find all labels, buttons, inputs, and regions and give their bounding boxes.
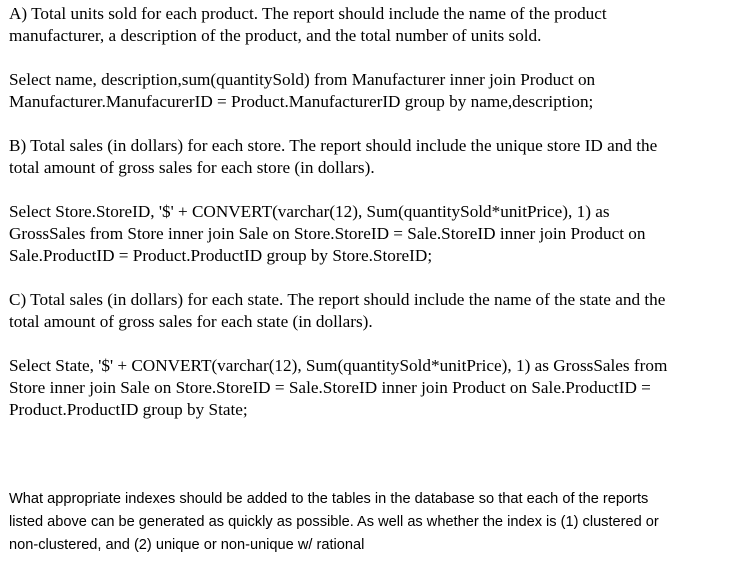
document-body: [9, 3, 751, 443]
query-c: Select State, '$' + CONVERT(varchar(12), Sum(quantitySold*unitPrice), 1) as GrossSales from Store inner join Sale on Store.StoreID = Sale.StoreID inner join Product on Sale.ProductID = Product.ProductID group by State;: [9, 356, 668, 419]
question-a: A) Total units sold for each product. The report should include the name of the product manufacturer, a description of the product, and the total number of units sold.: [9, 4, 607, 45]
query-b: Select Store.StoreID, '$' + CONVERT(varchar(12), Sum(quantitySold*unitPrice), 1) as GrossSales from Store inner join Sale on Store.StoreID = Sale.StoreID inner join Product on Sale.ProductID = Product.ProductID group by Store.StoreID;: [9, 202, 646, 265]
query-a: Select name, description,sum(quantitySold) from Manufacturer inner join Product on Manufacturer.ManufacurerID = Product.ManufacturerID group by name,description;: [9, 70, 596, 111]
question-b: B) Total sales (in dollars) for each store. The report should include the unique store ID and the total amount of gross sales for each store (in dollars).: [9, 136, 658, 177]
question-c: C) Total sales (in dollars) for each state. The report should include the name of the state and the total amount of gross sales for each state (in dollars).: [9, 290, 666, 331]
index-prompt: What appropriate indexes should be added to the tables in the database so that each of the reports listed above can be generated as quickly as possible. As well as whether the index is (1) clustered or non-clustered, and (2) unique or non-unique w/ rational: [9, 491, 659, 553]
